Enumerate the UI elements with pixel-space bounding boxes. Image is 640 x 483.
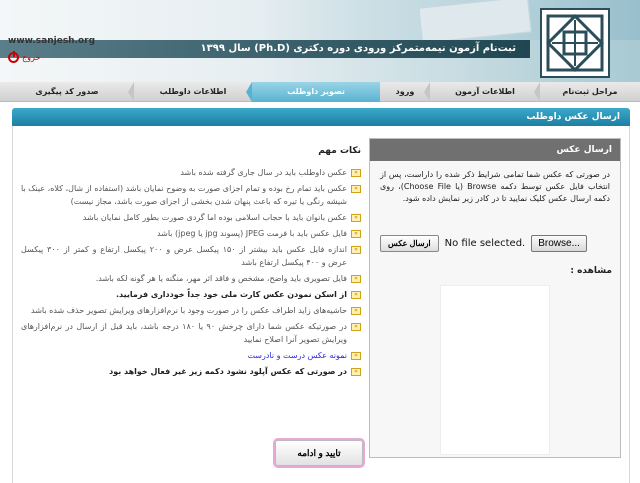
preview-label: مشاهده : — [570, 266, 612, 276]
nav-item-login[interactable] — [380, 82, 430, 102]
logout-link[interactable] — [8, 52, 40, 63]
bullet-icon: » — [351, 291, 361, 299]
bullet-icon: » — [351, 214, 361, 222]
note-item: » فایل عکس باید با فرمت JPEG (پسوند jpg یا jpeg) باشد — [21, 227, 361, 240]
logo-icon — [544, 12, 606, 74]
bullet-icon: » — [351, 323, 361, 331]
important-notes — [21, 146, 361, 381]
bullet-icon: » — [351, 352, 361, 360]
nav-item-tracking-code[interactable] — [0, 82, 134, 102]
bullet-icon: » — [351, 307, 361, 315]
send-photo-button[interactable]: ارسال عکس — [380, 235, 439, 252]
note-item: » عکس بانوان باید با حجاب اسلامی بوده اما گردی صورت بطور کامل نمایان باشد — [21, 211, 361, 224]
note-item: » در صورتیکه عکس شما دارای چرخش ۹۰ یا ۱۸۰ درجه باشد، باید قبل از ارسال در نرم‌افزارهای ویرایش تصویر آنرا اصلاح نمایید — [21, 320, 361, 346]
browse-file-button[interactable]: Browse... — [531, 235, 587, 252]
nav-item-exam-info[interactable] — [430, 82, 540, 102]
page-header — [0, 0, 640, 82]
note-item: » در صورتی که عکس آپلود نشود دکمه زیر غیر فعال خواهد بود — [21, 365, 361, 378]
power-icon[interactable] — [8, 52, 19, 63]
nav-item-registration-steps[interactable] — [540, 82, 640, 102]
logout-label[interactable]: خروج — [22, 53, 41, 62]
sample-photo-link[interactable]: » نمونه عکس درست و نادرست — [21, 349, 361, 362]
nav-label: صدور کد پیگیری — [35, 87, 99, 96]
nav-item-candidate-photo[interactable] — [252, 82, 380, 102]
sanjesh-logo — [540, 8, 610, 78]
note-item: » اندازه فایل عکس باید بیشتر از ۱۵۰ پیکسل عرض و ۲۰۰ پیکسل ارتفاع و کمتر از ۳۰۰ پیکسل عرض و ۴۰۰ پیکسل ارتفاع باشد — [21, 243, 361, 269]
photo-preview — [440, 285, 550, 455]
registration-steps-nav — [0, 82, 640, 102]
confirm-continue-button[interactable]: تایید و ادامه — [275, 440, 363, 466]
upload-panel — [369, 138, 621, 458]
upload-instructions: در صورتی که عکس شما تمامی شرایط ذکر شده را داراست، پس از انتخاب فایل عکس توسط دکمه Browse (یا Choose File)، روی دکمه ارسال عکس کلیک نمایید تا در کادر زیر نمایش داده شود. — [380, 170, 611, 203]
notes-title: نکات مهم — [318, 146, 361, 156]
section-title: ارسال عکس داوطلب — [12, 108, 630, 126]
site-url[interactable]: www.sanjesh.org — [8, 36, 96, 46]
nav-label: ورود — [395, 87, 415, 96]
bullet-icon: » — [351, 275, 361, 283]
note-item: » از اسکن نمودن عکس کارت ملی خود جداً خودداری فرمایید. — [21, 288, 361, 301]
file-status: No file selected. — [444, 238, 526, 249]
bullet-icon: » — [351, 368, 361, 376]
note-item: » عکس داوطلب باید در سال جاری گرفته شده باشد — [21, 166, 361, 179]
note-item: » عکس باید تمام رخ بوده و تمام اجزای صورت به وضوح نمایان باشد (استفاده از شال، کلاه، عینک با شیشه رنگی یا تیره که باعث پنهان شدن بخشی از اجزای صورت باشد، مجاز نیست) — [21, 182, 361, 208]
nav-label: اطلاعات داوطلب — [159, 87, 227, 96]
nav-label: تصویر داوطلب — [287, 87, 345, 96]
nav-label: مراحل ثبت‌نام — [562, 87, 618, 96]
bullet-icon: » — [351, 246, 361, 254]
upload-panel-title: ارسال عکس — [370, 139, 620, 161]
bullet-icon: » — [351, 230, 361, 238]
note-item: » حاشیه‌های زاید اطراف عکس را در صورت وجود با نرم‌افزارهای ویرایش تصویر حذف شده باشد — [21, 304, 361, 317]
bullet-icon: » — [351, 185, 361, 193]
nav-item-candidate-info[interactable] — [134, 82, 252, 102]
bullet-icon: » — [351, 169, 361, 177]
main-content — [12, 126, 630, 483]
file-upload-row — [380, 235, 587, 252]
note-item: » فایل تصویری باید واضح، مشخص و فاقد اثر مهر، منگنه یا هر گونه لکه باشد. — [21, 272, 361, 285]
nav-label: اطلاعات آزمون — [455, 87, 515, 96]
page-title: ثبت‌نام آزمون نیمه‌متمرکز ورودی دوره دکتری (Ph.D) سال ۱۳۹۹ — [0, 40, 530, 58]
